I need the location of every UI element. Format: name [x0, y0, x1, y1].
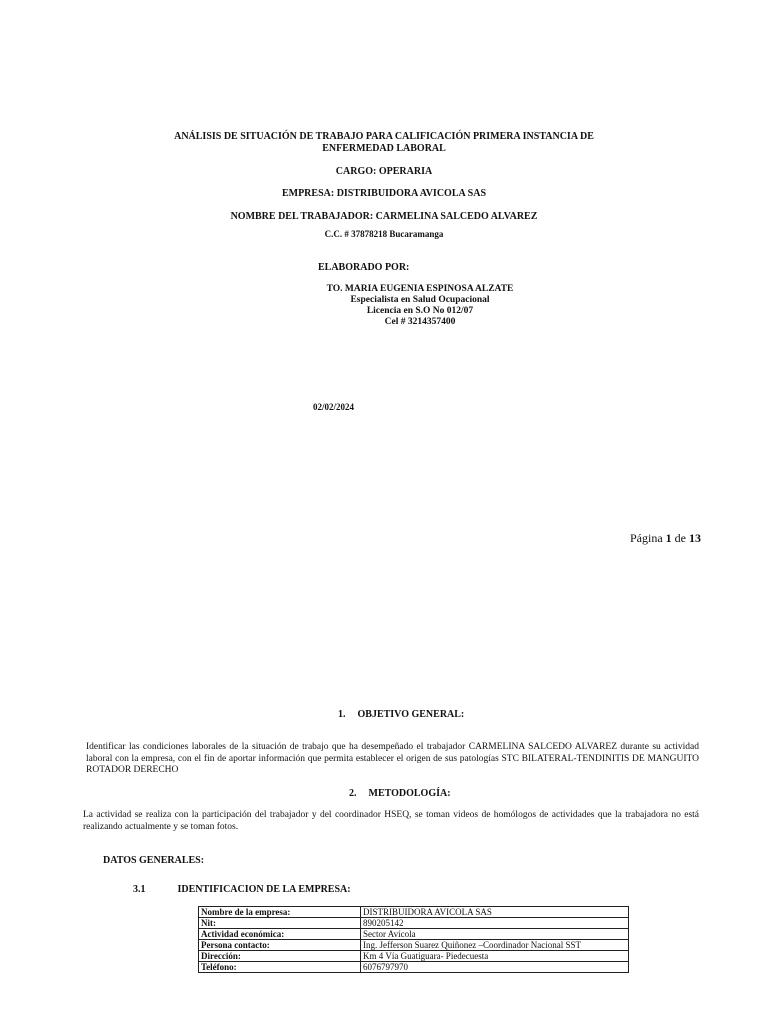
objetivo-paragraph: Identificar las condiciones laborales de la situación de trabajo que ha desempeñado el trabajador CARMELINA SALCEDO ALVAREZ durante su actividad laboral con la empresa, con el fin de aportar información que permita establecer el origen de sus patologías STC BILATERAL-TENDINITIS DE MANGUITO ROTADOR DERECHO [86, 742, 699, 775]
page-number [630, 531, 701, 545]
table-value: Sector Avícola [361, 929, 629, 940]
cc-line: C.C. # 37878218 Bucaramanga [324, 229, 444, 239]
section-title: IDENTIFICACION DE LA EMPRESA: [177, 884, 351, 895]
elaborado-por-label: ELABORADO POR: [318, 262, 410, 273]
table-row [199, 929, 629, 940]
author-block [300, 284, 540, 328]
metodologia-paragraph: La actividad se realiza con la participación del trabajador y del coordinador HSEQ, se toman videos de homólogos de actividades que la trabajadora no está realizando actualmente y se toman fotos. [83, 810, 699, 832]
section-number: 3.1 [133, 884, 146, 895]
table-value: Ing. Jefferson Suarez Quiñonez –Coordinador Nacional SST [361, 940, 629, 951]
document-title [0, 131, 768, 155]
trabajador-line: NOMBRE DEL TRABAJADOR: CARMELINA SALCEDO ALVAREZ [230, 211, 538, 222]
page-of-word: de [674, 531, 686, 545]
document-title-line-2: ENFERMEDAD LABORAL [322, 143, 446, 154]
section-heading-identificacion [133, 884, 351, 896]
document-date: 02/02/2024 [313, 402, 355, 412]
section-title: METODOLOGÍA: [368, 788, 451, 799]
table-label: Dirección: [199, 951, 361, 962]
table-value: Km 4 Vía Guatiguara- Piedecuesta [361, 951, 629, 962]
section-title: OBJETIVO GENERAL: [357, 709, 465, 720]
table-value: DISTRIBUIDORA AVICOLA SAS [361, 907, 629, 918]
table-row [199, 907, 629, 918]
section-heading-metodologia [349, 788, 451, 800]
author-license: Licencia en S.O No 012/07 [366, 306, 474, 316]
table-label: Nombre de la empresa: [199, 907, 361, 918]
author-phone: Cel # 3214357400 [384, 317, 456, 327]
table-row [199, 951, 629, 962]
table-value: 6076797970 [361, 962, 629, 973]
company-info-table [198, 906, 629, 973]
page-current: 1 [665, 531, 672, 545]
table-row [199, 962, 629, 973]
author-role: Especialista en Salud Ocupacional [350, 295, 490, 305]
table-label: Actividad económica: [199, 929, 361, 940]
section-number: 2. [349, 788, 357, 799]
table-label: Nit: [199, 918, 361, 929]
table-value: 890205142 [361, 918, 629, 929]
cargo-line: CARGO: OPERARIA [335, 166, 433, 177]
section-heading-objetivo [338, 709, 464, 721]
table-row [199, 918, 629, 929]
author-name: TO. MARIA EUGENIA ESPINOSA ALZATE [326, 284, 514, 294]
table-label: Teléfono: [199, 962, 361, 973]
page-total: 13 [689, 531, 701, 545]
empresa-line: EMPRESA: DISTRIBUIDORA AVICOLA SAS [281, 188, 487, 199]
datos-generales-heading: DATOS GENERALES: [103, 855, 205, 866]
page-word: Página [630, 531, 663, 545]
table-row [199, 940, 629, 951]
document-title-line-1: ANÁLISIS DE SITUACIÓN DE TRABAJO PARA CALIFICACIÓN PRIMERA INSTANCIA DE [174, 131, 594, 142]
table-label: Persona contacto: [199, 940, 361, 951]
section-number: 1. [338, 709, 346, 720]
